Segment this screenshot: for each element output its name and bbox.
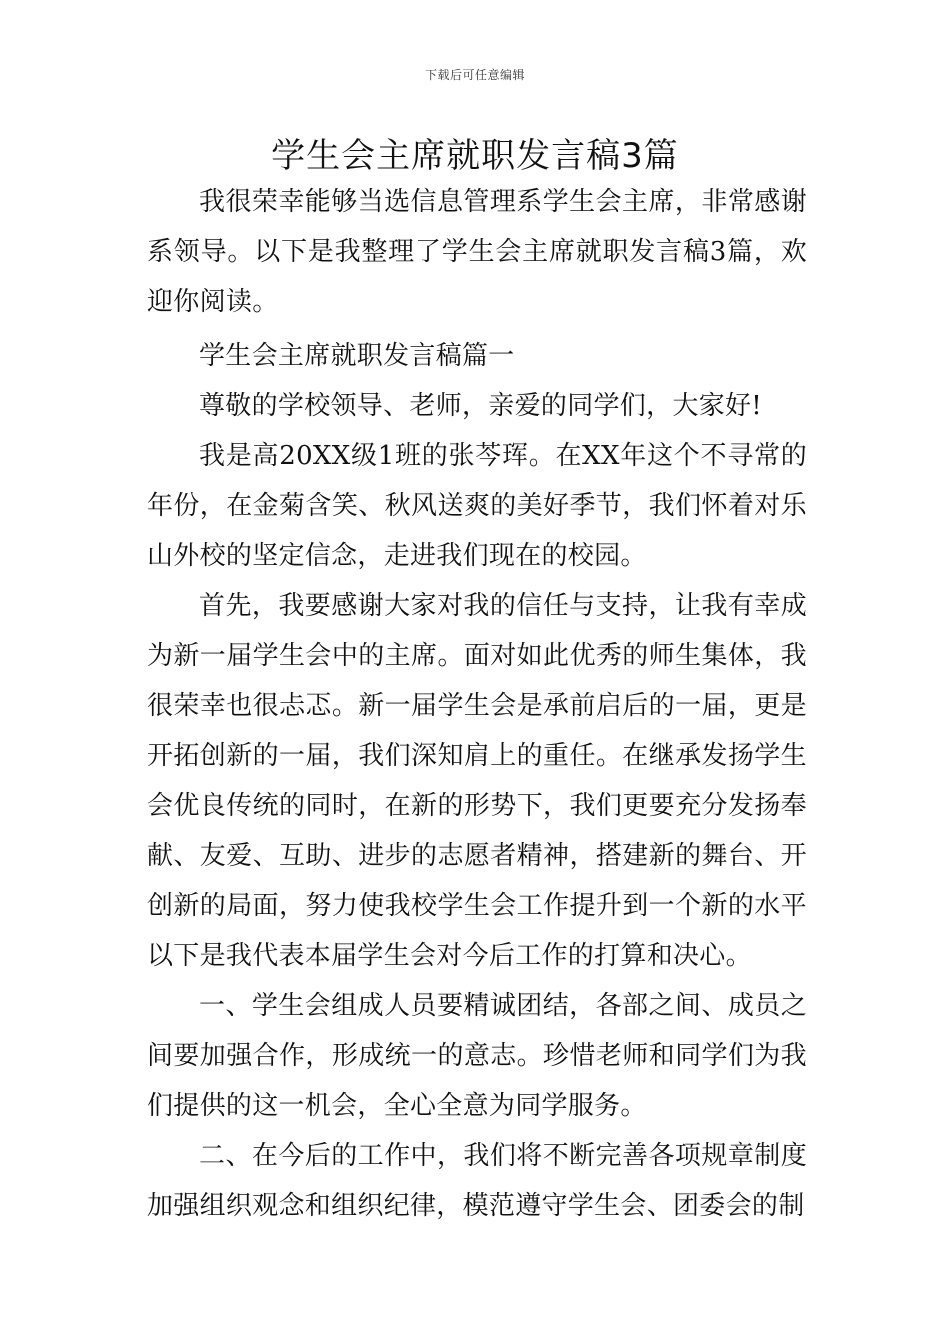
document-body (147, 177, 807, 1231)
intro-paragraph: 我很荣幸能够当选信息管理系学生会主席，非常感谢系领导。以下是我整理了学生会主席就职发言稿3篇，欢迎你阅读。 (147, 187, 807, 317)
section-heading: 学生会主席就职发言稿篇一 (199, 341, 515, 371)
document-title: 学生会主席就职发言稿3篇 (271, 136, 679, 176)
body-paragraph: 一、学生会组成人员要精诚团结，各部之间、成员之间要加强合作，形成统一的意志。珍惜老师和同学们为我们提供的这一机会，全心全意为同学服务。 (147, 991, 807, 1121)
body-paragraph: 二、在今后的工作中，我们将不断完善各项规章制度加强组织观念和组织纪律，模范遵守学生会、团委会的制 (147, 1141, 807, 1221)
body-paragraph: 我是高20XX级1班的张芩珲。在XX年这个不寻常的年份，在金菊含笑、秋风送爽的美好季节，我们怀着对乐山外校的坚定信念，走进我们现在的校园。 (147, 441, 807, 571)
body-paragraph: 首先，我要感谢大家对我的信任与支持，让我有幸成为新一届学生会中的主席。面对如此优秀的师生集体，我很荣幸也很忐忑。新一届学生会是承前启后的一届，更是开拓创新的一届，我们深知肩上的重任。在继承发扬学生会优良传统的同时，在新的形势下，我们更要充分发扬奉献、友爱、互助、进步的志愿者精神，搭建新的舞台、开创新的局面，努力使我校学生会工作提升到一个新的水平以下是我代表本届学生会对今后工作的打算和决心。 (147, 591, 807, 971)
greeting-paragraph: 尊敬的学校领导、老师，亲爱的同学们，大家好! (199, 391, 763, 421)
header-note: 下载后可任意编辑 (424, 68, 525, 82)
